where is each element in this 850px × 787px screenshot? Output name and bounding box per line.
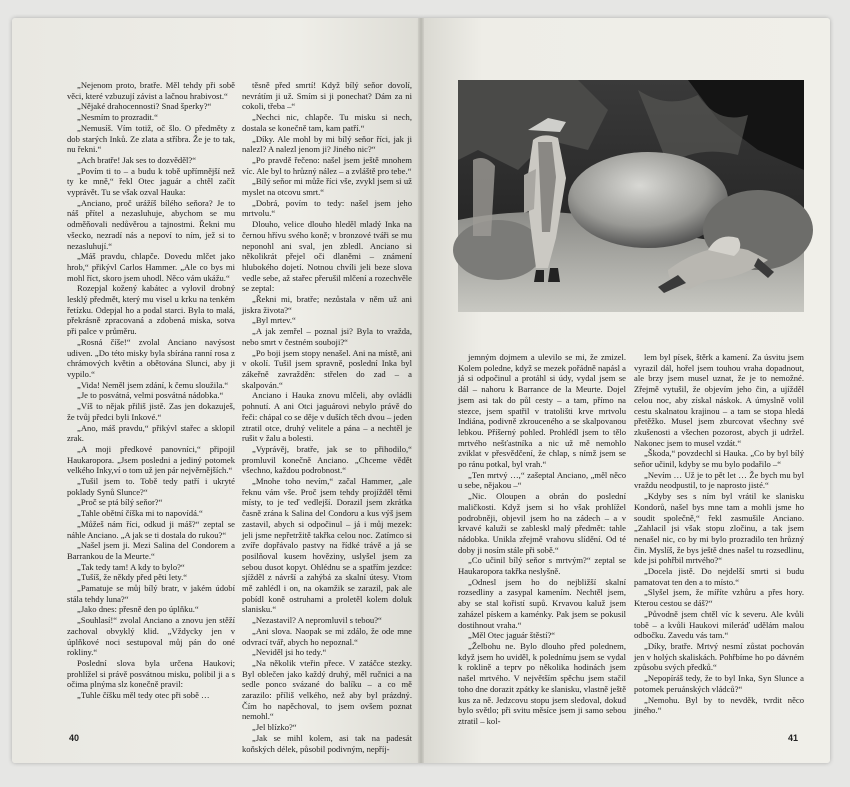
- paragraph: „Rosná číše!“ zvolal Anciano navýsost udiven. „Do této misky byla sbírána ranní rosa z chrámových květin a obětována Slunci, aby ji vypilo.“: [67, 336, 235, 379]
- page-number-left: 40: [69, 733, 80, 743]
- paragraph: „Souhlasí!“ zvolal Anciano a znovu jen stěží zachoval obvyklý klid. „Vždycky jen v úplňkové noci sestupoval můj pán do oné rokliny.“: [67, 615, 235, 658]
- paragraph: „Povím ti to – a budu k tobě upřímnější než ty ke mně,“ řekl Otec jaguár a chtěl začít vyprávět. Tu se však ozval Hauka:: [67, 165, 235, 198]
- paragraph: těsně před smrtí! Když bílý seňor dovolí, nevrátím ji už. Smím si ji ponechat? Dám za ni cokoli, třeba –“: [242, 80, 412, 112]
- paragraph: „Našel jsem ji. Mezi Salina del Condorem a Barrankou de la Meurte.“: [67, 540, 235, 561]
- paragraph: „Je to posvátná, velmi posvátná nádobka.“: [77, 390, 224, 401]
- paragraph: „Vyprávěj, bratře, jak se to přihodilo,“ promluvil konečně Anciano. „Chceme vědět všechno, každou podrobnost.“: [242, 443, 412, 476]
- paragraph: „Slyšel jsem, že míříte vzhůru a přes hory. Kterou cestou se dáš?“: [634, 587, 804, 609]
- paragraph: „Dobrá, povím to tedy: našel jsem jeho mrtvolu.“: [242, 197, 412, 219]
- paragraph: „Neviděl jsi ho tedy.“: [252, 647, 327, 658]
- paragraph: „Na několik vteřin přece. V zatáčce stezky. Byl oblečen jako každý druhý, měl ručnici a na sedle ponco svázané do balíku – a co mě zarazilo: příliš velkého, než aby byl prázdný. Čím ho napěchoval, to jsem ovšem poznat nemohl.“: [242, 657, 412, 722]
- paragraph: „Nic. Oloupen a obrán do poslední maličkosti. Když jsem si ho však prohlížel podrobněji, objevil jsem ho na zádech – a v krvavé kaluži se zableskl malý předmět: tahle nádobka. Unikla zřejmě vrahovu slídění. Od té doby ji nosím stále při sobě.“: [458, 491, 626, 555]
- paragraph: „Odnesl jsem ho do nejbližší skalní rozsedliny a zasypal kamením. Nechtěl jsem, aby se stal kořistí supů. Krvavou kaluž jsem zaházel pískem a kaménky. Pak jsem se pokusil dostihnout vraha.“: [458, 576, 626, 630]
- paragraph: „Víš to nějak přiliš jistě. Zas jen dokazuješ, že tvůj předci byli Inkové.“: [67, 401, 235, 422]
- illustration-photo: [458, 80, 804, 312]
- paragraph: „Tak tedy tam! A kdy to bylo?“: [77, 561, 185, 572]
- paragraph: „Byl mrtev.“: [252, 315, 296, 326]
- paragraph: „A moji předkové panovníci,“ připojil Haukaropora. „Jsem posledni a jediný potomek velkého Inky,ví o tom už jen pár nejvěrnějších.“: [67, 443, 235, 476]
- paragraph: „Nezastavil? A nepromluvil s tebou?“: [252, 615, 382, 626]
- paragraph: „Nevím … Už je to pět let … Že bych mu byl vraždu neodpustil, to je naprosto jisté.“: [634, 469, 804, 491]
- paragraph: „Řekni mi, bratře; nezůstala v něm už ani jiskra života?“: [242, 294, 412, 315]
- paragraph: „A jak zemřel – poznal jsi? Byla to vražda, nebo smrt v čestném souboji?“: [242, 326, 412, 347]
- paragraph: „Jel blízko?“: [252, 722, 297, 733]
- right-page-column-2: [634, 352, 804, 716]
- paragraph: „Tušíš, že někdy před pěti lety.“: [77, 572, 188, 583]
- paragraph: „Díky. Ale mohl by mi bílý seňor říci, jak ji nalezl? A nalezl jenom ji? Jiného nic?“: [242, 133, 412, 155]
- paragraph: „Jak se mihl kolem, asi tak na padesát koňských délek, působil podivným, nepříj-: [242, 732, 412, 754]
- paragraph: Anciano i Hauka znovu mlčeli, aby ovládli pohnutí. A ani Otci jaguárovi nebylo právě do řeči: chápal co se děje v duších těch dvou – jeden ztratil otce, druhý velitele a pána – a nechtěl je rušit v žalu a bolesti.: [242, 390, 412, 444]
- paragraph: „Nemusíš. Vím totiž, oč šlo. O předměty z dob starých Inků. Ze zlata a stříbra. Že je to tak, nu řekni.“: [67, 122, 235, 155]
- paragraph: „Nejenom proto, bratře. Měl tehdy při sobě věci, které vzbuzují závist a lačnou hrabivost.“: [67, 80, 235, 101]
- paragraph: Poslední slova byla určena Haukovi; prohlížel si právě posvátnou misku, polibil ji a s očima plnýma slz konečně pravil:: [67, 657, 235, 690]
- paragraph: „Vida! Neměl jsem zdání, k čemu sloužila.“: [77, 379, 229, 390]
- paragraph: jemným dojmem a ulevilo se mi, že zmizel. Kolem poledne, když se mezek pořádně napásl a já si odpočinul a protáhl si údy, vydal jsem se dál – nahoru k Barrance de la Meurte. Dojel jsem asi tak do půl cesty – a tam, přímo na stezce, jsem spatřil v tratolišti krve mrtvolu Indiána, podivně zkrouceného a se skalpovanou lebkou. Příšerný pohled. Prohlédl jsem to tělo mrtvého nešťastníka a nic už mě nemohlo zviklat v přesvědčení, že chlap, s nímž jsem se po ránu potkal, byl vrah.“: [458, 352, 626, 470]
- paragraph: „Docela jistě. Do nejdelší smrti si budu pamatovat ten den a to místo.“: [634, 566, 804, 587]
- paragraph: „Ten mrtvý …,“ zašeptal Anciano, „měl něco u sebe, nějakou –“: [458, 469, 626, 491]
- paragraph: „Nechci nic, chlapče. Tu misku si nech, dostala se konečně tam, kam patří.“: [242, 112, 412, 133]
- paragraph: „Mnohe toho nevím,“ začal Hammer, „ale řeknu vám vše. Proč jsem tehdy projížděl těmi místy, to je teď vedlejší. Dorazil jsem zkrátka časně zrána k Salina del Condoru a kus výš jsem zastavil, abych si odpočinul – já i můj mezek: jeli jsme nepřetržitě takřka celou noc. Zatímco si zvíře dopřávalo pastvy na řídké trávě a já se posilňoval kusem hověziny, uslyšel jsem za sebou dusot kopyt. Ohlédnu se a spatřím jezdce: sjížděl z návrší a zahýbá za skalní útesy. Vtom mě zahlédl i on, na okamžik se zarazil, pak ale pobídl koně ostruhami a proletěl kolem doluk slanisku.“: [242, 476, 412, 615]
- paragraph: „Bílý seňor mi může říci vše, zvykl jsem si už myslet na otcovu smrt.“: [242, 176, 412, 198]
- paragraph: „Nesmím to prozradit.“: [77, 112, 158, 123]
- paragraph: „Anciano, proč urážíš bílého seňora? Je to náš přítel a nezasluhuje, abychom se mu odměňovali nedůvěrou a tajnostmi. Řekni mu všecko, nezradí nás a nepoví to ním, jež si to nezasluhují.“: [67, 197, 235, 251]
- paragraph: „Ani slova. Naopak se mi zdálo, že ode mne odvrací tvář, abych ho nepoznal.“: [242, 625, 412, 647]
- paragraph: „Máš pravdu, chlapče. Dovedu mlčet jako hrob,“ přikývl Carlos Hammer. „Ale co bys mi mohl říct, skoro jsem uhodl. Něco vám ukážu.“: [67, 251, 235, 283]
- booklet-spine: [418, 18, 424, 763]
- paragraph: „Po boji jsem stopy nenašel. Ani na místě, ani v okolí. Tušil jsem spravně, poslední Inka byl zákeřně zavražděn: střelen do zad – a skalpován.“: [242, 347, 412, 390]
- left-page: [12, 18, 421, 763]
- paragraph: „Nepopíráš tedy, že to byl Inka, Syn Slunce a potomek peruánských vládců?“: [634, 673, 804, 694]
- paragraph: „Jako dnes: přesně den po úplňku.“: [77, 604, 199, 615]
- paragraph: Dlouho, velice dlouho hleděl mladý Inka na černou hřívu svého koně; v bronzové tváři se mu neponohl ani sval, jen zbledl. Anciano si několikrát přejel oči dlaněmi – známení hlubokého dojetí. Notnou chvíli jeli beze slova vedle sebe, až stařec přerušil mlčení a rozechvěle se zeptal:: [242, 219, 412, 294]
- paragraph: „Pamatuje se můj bílý bratr, v jakém údobí stála tehdy luna?“: [67, 583, 235, 604]
- paragraph: „Nemohu. Byl by to nevděk, tvrdit něco jiného.“: [634, 694, 804, 716]
- paragraph: „Původně jsem chtěl víc k severu. Ale kvůli tobě – a kvůli Haukovi mileráď udělám malou odbočku. Zavedu vás tam.“: [634, 608, 804, 641]
- paragraph: „Po pravdě řečeno: našel jsem ještě mnohem víc. Ale byl to hrůzný nález – a zvláště pro tebe.“: [242, 154, 412, 176]
- paragraph: „Tušil jsem to. Tobě tedy patří i ukryté poklady Synů Slunce?“: [67, 476, 235, 497]
- paragraph: „Tuhle číšku měl tedy otec při sobě …: [77, 690, 210, 701]
- paragraph: lem byl písek, štěrk a kamení. Za úsvitu jsem vyrazil dál, hořel jsem touhou vraha dopadnout, ale brzy jsem musel uznat, že je to nemožné. Zřejmě vytušil, že objevím jeho čin, a ujížděl celou noc, aby získal náskok. A úmyslně volil cestu skalnatou krajinou – a tam se stopa hledá přetěžko. Musel jsem zburcovat všechny své zkušenosti a všechen pozorost, abych ji udržel. Nakonec jsem to musel vzdát.“: [634, 352, 804, 448]
- paragraph: „Želbohu ne. Bylo dlouho před polednem, když jsem ho uviděl, k polednímu jsem se vydal k roklině a teprv po několika hodinách jsem našel mrtvého. V největším spěchu jsem stačil toho dne dorazit zpátky ke slanisku, vlastně ještě kus za ně. Jedzcovu stopu jsem sledoval, dokud bylo světlo; při svitu měsíce jsem ji samo sebou ztratil – kol-: [458, 640, 627, 726]
- left-page-column-1: [67, 80, 235, 728]
- right-page-column-1: [458, 352, 627, 726]
- paragraph: „Kdyby ses s ním byl vrátil ke slanisku Kondorů, našel bys mne tam a mohli jsme ho soudit společně,“ řekl zasmušile Anciano. „Zahlacil jsi však stopu zločinu, a tak jsem nenašel nic, co by mi bylo prozradilo ten hrůzný čin. Myslíš, že bys ještě dnes našel tu rozsedlinu, kde jsi pohřbil mrtvého?“: [634, 491, 804, 566]
- paragraph: „Škoda,“ povzdechl si Hauka. „Co by byl bílý seňor učinil, kdyby se mu bylo podařilo –“: [634, 448, 804, 470]
- left-page-column-2: [242, 80, 412, 754]
- paragraph: „Tahle obětní číška mi to napovídá.“: [77, 508, 203, 519]
- paragraph: „Ach bratře! Jak ses to dozvěděl?“: [77, 154, 197, 165]
- illustration-image: [458, 80, 804, 312]
- paragraph: „Nějaké drahocennosti? Snad šperky?“: [77, 101, 212, 112]
- paragraph: „Měl Otec jaguár štěstí?“: [468, 630, 556, 641]
- open-booklet: [12, 18, 830, 763]
- page-number-right: 41: [787, 733, 798, 743]
- paragraph: „Můžeš nám říci, odkud ji máš?“ zeptal se náhle Anciano. „A jak se ti dostala do rukou?“: [67, 518, 235, 540]
- paragraph: Rozepjal kožený kabátec a vylovil drobný lesklý předmět, který mu visel u krku na tenkém řetízku. Odepjal ho a podal starci. Byla to malá, překrásně zpracovaná a zdobená miska, sotva při palce v průměru.: [67, 283, 235, 337]
- paragraph: „Proč se ptá bílý seňor?“: [77, 497, 163, 508]
- paragraph: „Ano, máš pravdu,“ přikývl stařec a sklopil zrak.: [67, 422, 235, 444]
- paragraph: „Co učinil bílý seňor s mrtvým?“ zeptal se Haukaropora takřka neslyšně.: [458, 555, 626, 577]
- right-page: [421, 18, 830, 763]
- paragraph: „Díky, bratře. Mrtvý nesmí zůstat pochován jen v holých skaliskách. Pohřbíme ho po dávném způsobu svých předků.“: [634, 640, 804, 673]
